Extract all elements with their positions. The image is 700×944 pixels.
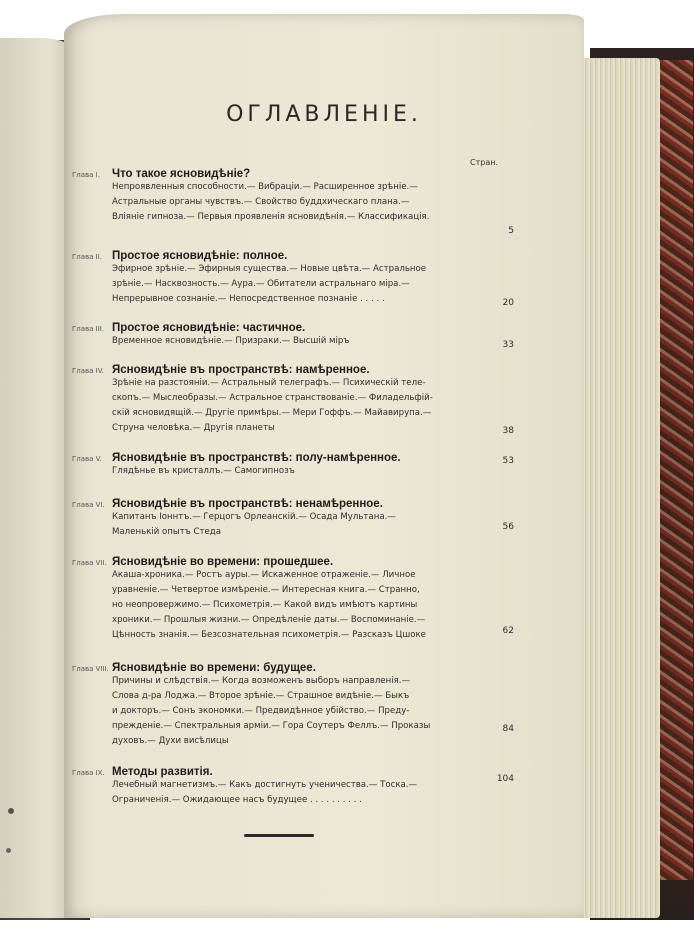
chapter-topic-line: Цѣнность знанія.— Безсознательная психометрія.— Разсказъ Цшоке [112,630,426,640]
chapter-topic-line: Лечебный магнетизмъ.— Какъ достигнуть ученичества.— Тоска.— [112,780,418,790]
chapter-page-number: 104 [496,774,514,784]
contents-page [64,14,584,918]
chapter-title: Ясновидѣніе въ пространствѣ: намѣренное. [112,364,370,376]
chapter-entry [72,662,514,749]
page-column-label: Стран. [470,158,498,167]
chapter-topic-line: Эфирное зрѣніе.— Эфирныя существа.— Новые цвѣта.— Астральное [112,264,427,274]
chapter-title: Ясновидѣніе во времени: прошедшее. [112,556,334,568]
chapter-title: Ясновидѣніе въ пространствѣ: полу-намѣренное. [112,452,401,464]
chapter-topic-line: и докторъ.— Сонъ экономки.— Предвидѣнное убійство.— Преду- [112,706,410,716]
chapter-title: Ясновидѣніе въ пространствѣ: ненамѣренное. [112,498,383,510]
chapter-page-number: 62 [502,626,514,636]
ink-spot [8,808,14,814]
chapter-topic-line: Причины и слѣдствія.— Когда возможенъ выборъ направленія.— [112,676,411,686]
chapter-title: Методы развитія. [112,766,213,778]
marbled-endpaper [655,60,693,880]
closing-rule [244,834,314,837]
chapter-page-number: 53 [502,456,514,466]
chapter-label: Глава II. [72,253,103,261]
chapter-entry [72,250,514,308]
left-page [0,38,70,918]
chapter-topic-line: Ограниченія.— Ожидающее насъ будущее . . . . . . . . . . [112,795,362,805]
chapter-topic-line: Непроявленныя способности.— Вибраціи.— Расширенное зрѣніе.— [112,182,418,192]
chapter-topic-line: хроники.— Прошлыя жизни.— Опредѣленіе даты.— Воспоминаніе.— [112,615,426,625]
chapter-topic-line: скій ясновидящій.— Другіе примѣры.— Мери Гоффъ.— Майавирупа.— [112,408,432,418]
chapter-topic-line: духовъ.— Духи висѣлицы [112,736,229,746]
chapter-label: Глава V. [72,455,102,463]
page-title: ОГЛАВЛЕНІЕ. [226,102,422,127]
chapter-topic-line: Слова д-ра Лоджа.— Второе зрѣніе.— Страшное видѣніе.— Быкъ [112,691,410,701]
chapter-page-number: 20 [502,298,514,308]
chapter-label: Глава III. [72,325,105,333]
chapter-entry [72,498,514,540]
chapter-entry [72,168,514,236]
chapter-topic-line: Маленькій опытъ Стеда [112,527,222,537]
chapter-entry [72,452,514,479]
chapter-entry [72,364,514,436]
chapter-title: Простое ясновидѣніе: частичное. [112,322,306,334]
chapter-entry [72,766,514,808]
chapter-title: Простое ясновидѣніе: полное. [112,250,288,262]
chapter-topic-line: Струна человѣка.— Другія планеты [112,423,275,433]
chapter-topic-line: Акаша-хроника.— Ростъ ауры.— Искаженное отраженіе.— Личное [112,570,416,580]
chapter-page-number: 56 [502,522,514,532]
chapter-page-number: 5 [508,226,514,236]
ink-spot [6,848,11,853]
chapter-topic-line: скопъ.— Мыслеобразы.— Астральное странствованіе.— Филадельфій- [112,393,433,403]
chapter-topic-line: уравненіе.— Четвертое измѣреніе.— Интересная книга.— Странно, [112,585,420,595]
chapter-topic-line: зрѣніе.— Насквозность.— Аура.— Обитатели астральнаго міра.— [112,279,410,289]
chapter-topic-line: Астральные органы чувствъ.— Свойство буддхическаго плана.— [112,197,410,207]
chapter-entry [72,556,514,643]
chapter-page-number: 38 [502,426,514,436]
chapter-topic-line: Временное ясновидѣніе.— Призраки.— Высшій міръ [112,336,350,346]
chapter-entry [72,322,514,350]
chapter-topic-line: Капитанъ Іоннтъ.— Герцогъ Орлеанскій.— Осада Мультана.— [112,512,396,522]
chapter-title: Ясновидѣніе во времени: будущее. [112,662,316,674]
chapter-topic-line: Глядѣнье въ кристаллъ.— Самогипнозъ [112,466,295,476]
chapter-page-number: 33 [502,340,514,350]
chapter-label: Глава VIII. [72,665,109,673]
chapter-label: Глава I. [72,171,100,179]
chapter-topic-line: прежденіе.— Спектральныя арміи.— Гора Соутеръ Феллъ.— Проказы [112,721,431,731]
chapter-topic-line: Вліяніе гипноза.— Первыя проявленія ясновидѣнія.— Классификація. [112,212,430,222]
chapter-label: Глава IX. [72,769,105,777]
chapter-page-number: 84 [502,724,514,734]
chapter-label: Глава VII. [72,559,107,567]
chapter-title: Что такое ясновидѣніе? [112,168,251,180]
chapter-topic-line: Непрерывное сознаніе.— Непосредственное познаніе . . . . . [112,294,385,304]
chapter-topic-line: но неопровержимо.— Психометрія.— Какой видъ имѣютъ картины [112,600,418,610]
chapter-label: Глава IV. [72,367,104,375]
chapter-topic-line: Зрѣніе на разстояніи.— Астральный телеграфъ.— Психическій теле- [112,378,426,388]
chapter-label: Глава VI. [72,501,105,509]
